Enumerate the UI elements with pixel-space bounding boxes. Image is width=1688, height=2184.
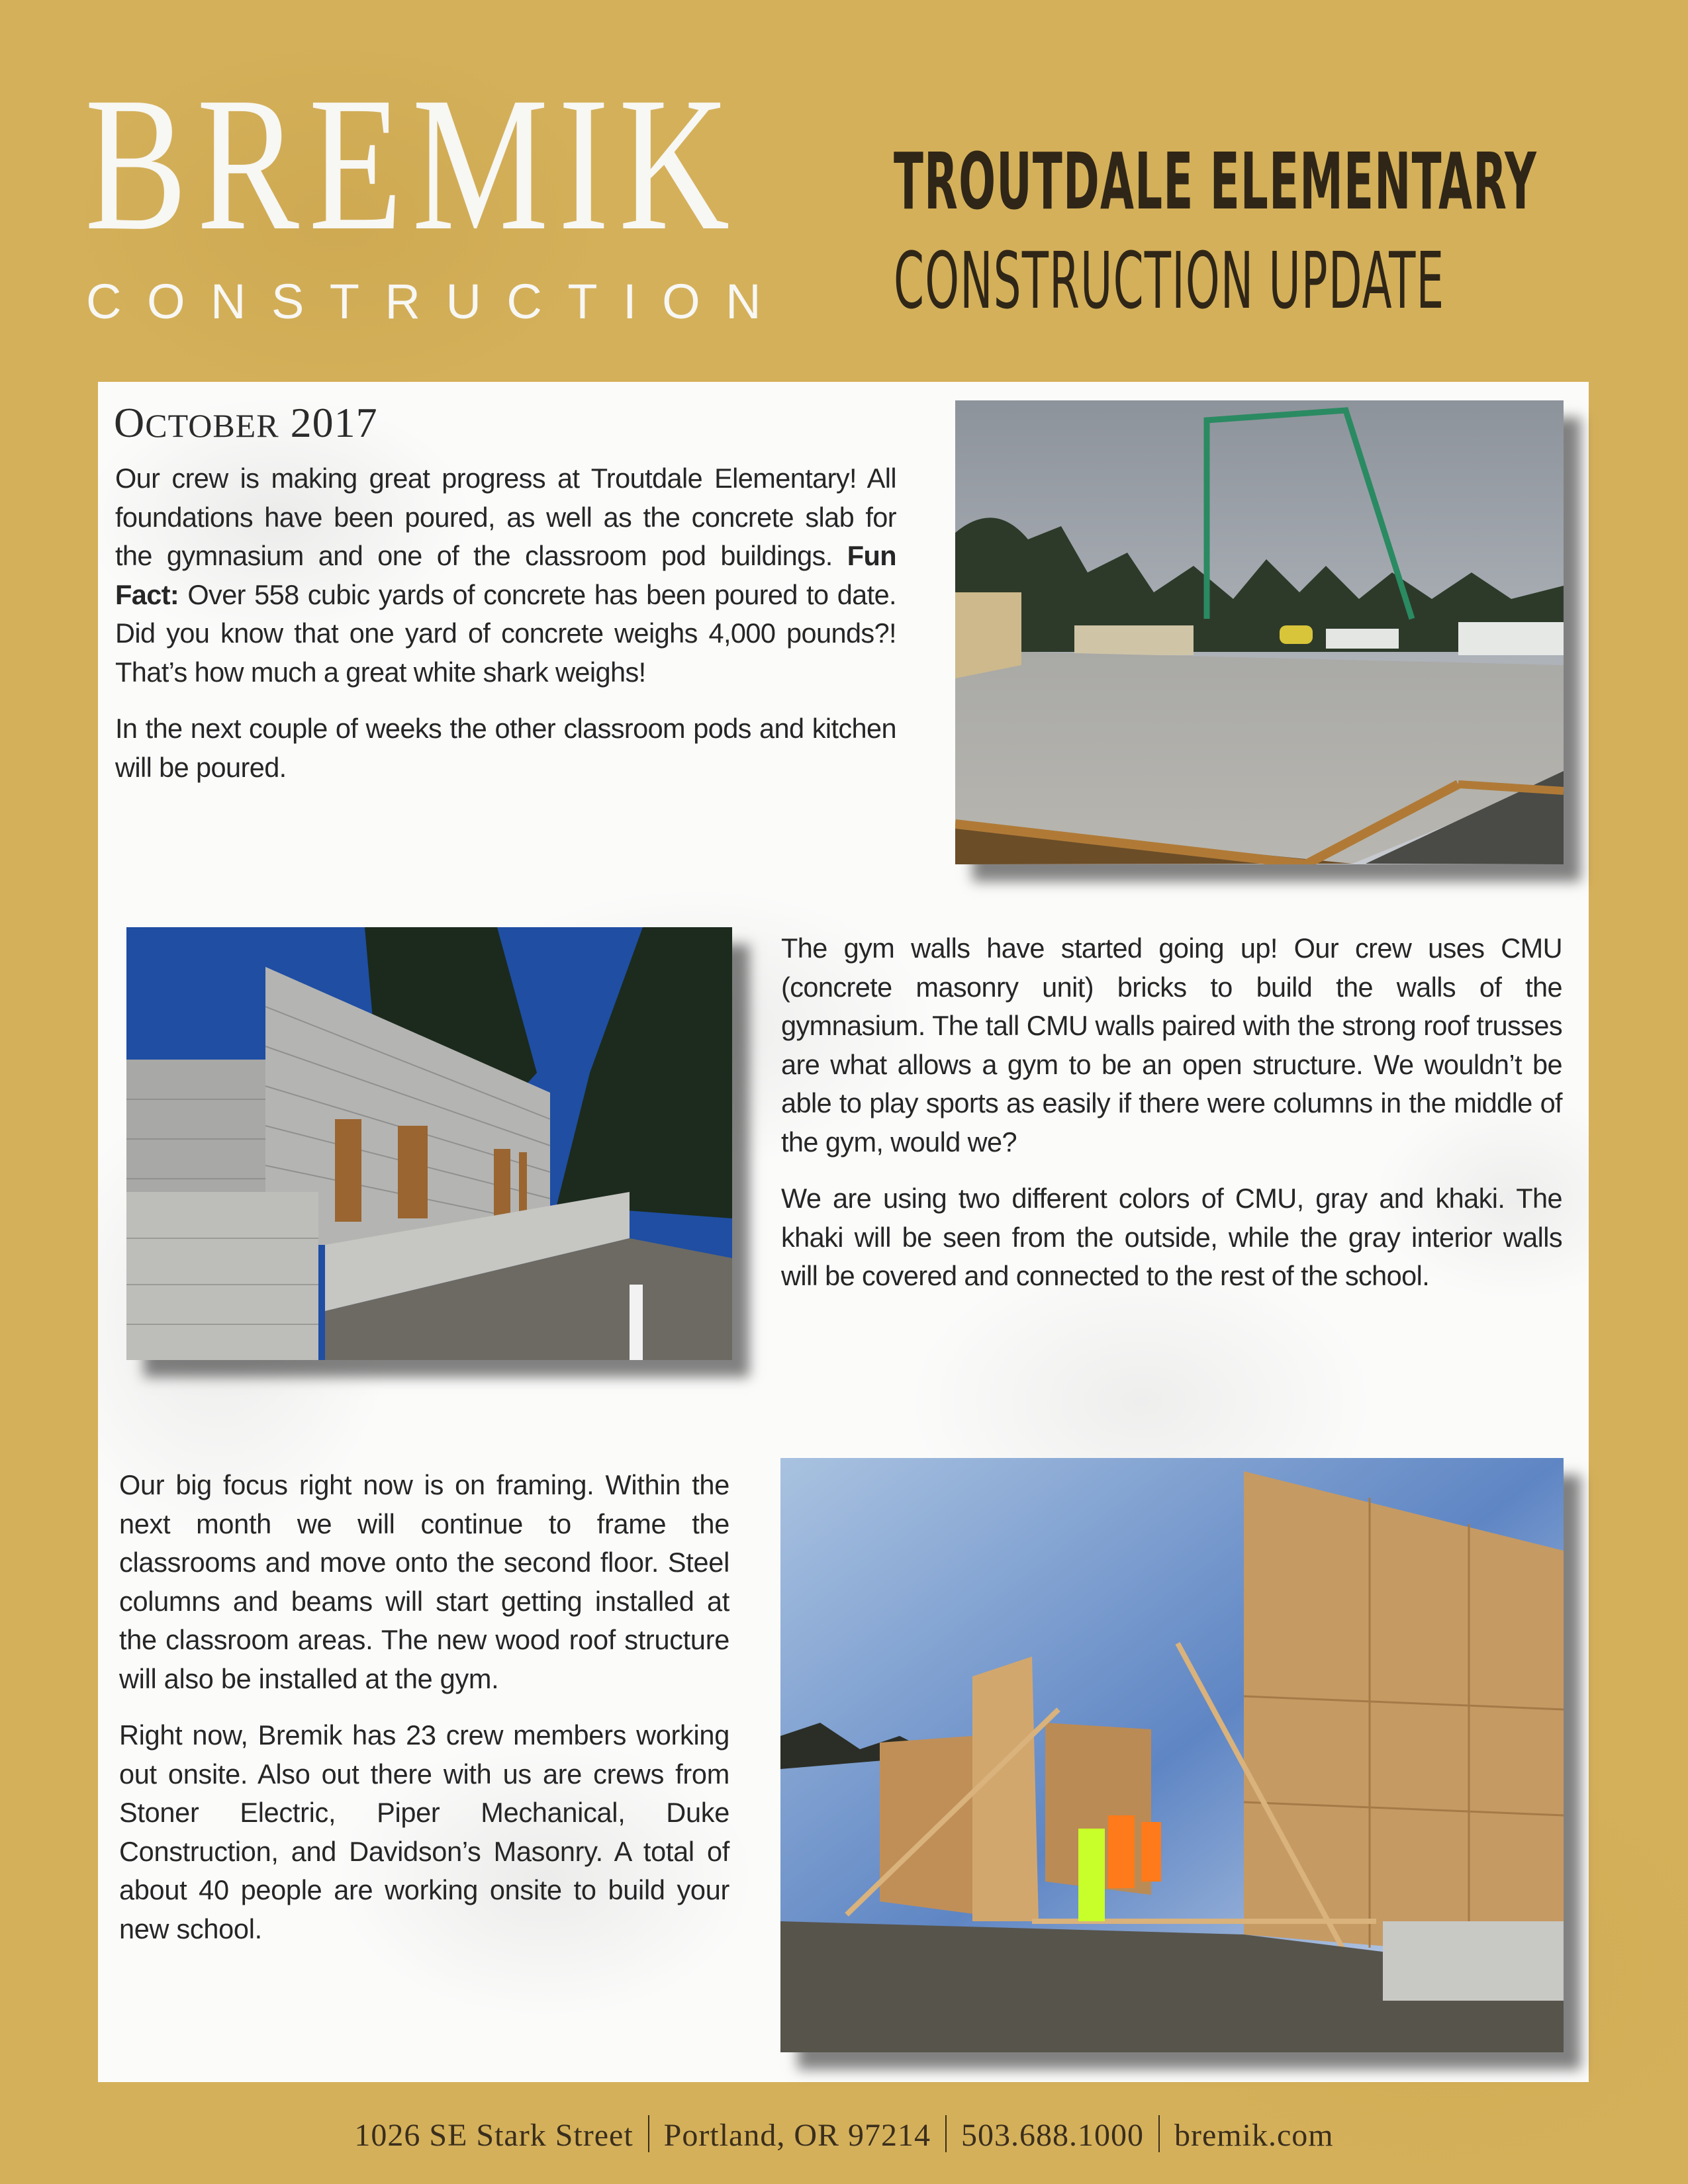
bremik-logo-tagline: CONSTRUCTION (86, 274, 787, 329)
section-gym-walls (781, 929, 1562, 1296)
issue-date-heading (114, 398, 378, 447)
wood-framing-image (780, 1458, 1564, 2052)
crew-paragraph: Right now, Bremik has 23 crew members working out onsite. Also out there with us are crews from Stoner Electric, Piper Mechanical, Duke Construction, and Davidson’s Masonry. A total of about 40 people are working onsite to build your new school. (119, 1719, 729, 1944)
footer-website[interactable]: bremik.com (1174, 2118, 1334, 2153)
heading-year: 2017 (290, 399, 378, 446)
footer-divider (648, 2115, 649, 2152)
fun-fact-label: Fun Fact: (115, 540, 896, 610)
concrete-pour-image (955, 400, 1564, 864)
footer-divider (1158, 2115, 1160, 2152)
footer-phone[interactable]: 503.688.1000 (961, 2118, 1145, 2153)
contact-footer (0, 2115, 1688, 2154)
bremik-logo-wordmark: BREMIK (85, 58, 739, 270)
photo-concrete-slab-pour (955, 400, 1564, 864)
section-foundations (115, 459, 896, 787)
photo-wood-framing (780, 1458, 1564, 2052)
footer-address: 1026 SE Stark Street (354, 2118, 633, 2153)
document-title-school: TROUTDALE ELEMENTARY (894, 136, 1538, 227)
footer-divider (945, 2115, 947, 2152)
upcoming-pours-paragraph: In the next couple of weeks the other classroom pods and kitchen will be poured. (115, 713, 896, 783)
document-title-update: CONSTRUCTION UPDATE (894, 235, 1445, 326)
cmu-walls-image (126, 927, 732, 1360)
gym-walls-paragraph: The gym walls have started going up! Our crew uses CMU (concrete masonry unit) bricks to build the walls of the gymnasium. The tall CMU walls paired with the strong roof trusses are what allows a gym to be an open structure. We wouldn’t be able to play sports as easily if there were columns in the middle of the gym, would we? (781, 933, 1562, 1158)
fun-fact-text: Over 558 cubic yards of concrete has been poured to date. Did you know that one yard of concrete weighs 4,000 pounds?! That’s how much a great white shark weighs! (115, 578, 896, 688)
foundations-paragraph (115, 459, 896, 692)
photo-cmu-gym-walls (126, 927, 732, 1360)
heading-month-rest: CTOBER (145, 407, 279, 444)
framing-paragraph: Our big focus right now is on framing. Within the next month we will continue to frame the classrooms and move onto the second floor. Steel columns and beams will start getting installed at the classroom areas. The new wood roof structure will also be installed at the gym. (119, 1469, 729, 1694)
footer-city: Portland, OR 97214 (663, 2118, 931, 2153)
heading-month-initial: O (114, 399, 146, 446)
foundations-intro-text: Our crew is making great progress at Troutdale Elementary! All foundations have been poured, as well as the concrete slab for the gymnasium and one of the classroom pod buildings. (115, 463, 896, 571)
section-framing (119, 1466, 729, 1948)
cmu-colors-paragraph: We are using two different colors of CMU, gray and khaki. The khaki will be seen from the outside, while the gray interior walls will be covered and connected to the rest of the school. (781, 1183, 1562, 1291)
